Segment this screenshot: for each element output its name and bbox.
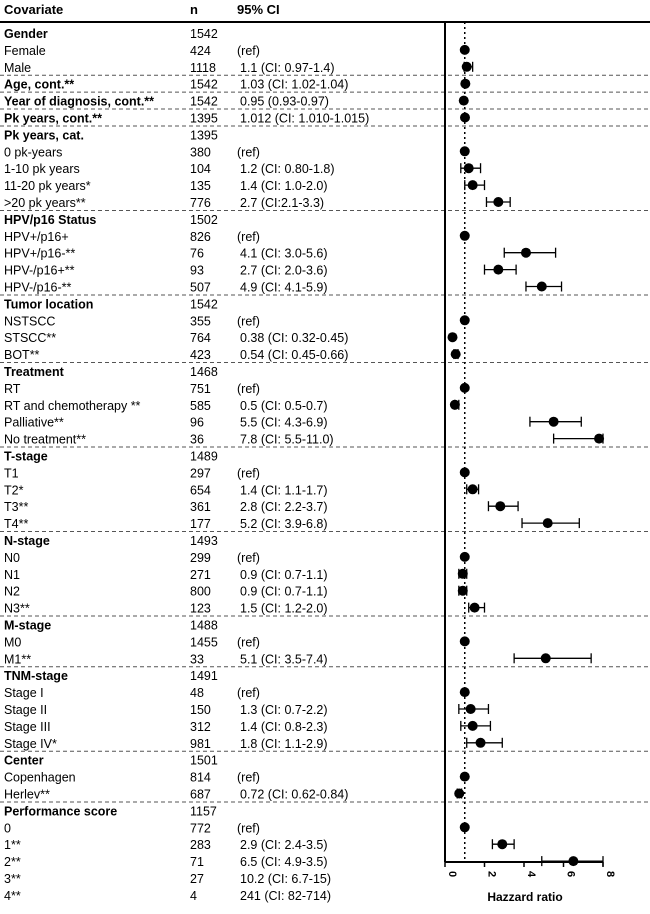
hazard-ratio-point	[462, 62, 472, 72]
group-label: Age, cont.**	[4, 77, 75, 92]
row-label: HPV-/p16-**	[4, 280, 72, 295]
group-n: 1157	[190, 804, 217, 819]
row-ci: (ref)	[237, 635, 260, 650]
hazard-ratio-point	[521, 248, 531, 258]
row-ci: 4.1 (CI: 3.0-5.6)	[240, 246, 328, 261]
row-label: Stage IV*	[4, 736, 57, 751]
row-n: 123	[190, 601, 211, 616]
row-n: 297	[190, 466, 211, 481]
hazard-ratio-point	[495, 501, 505, 511]
row-n: 764	[190, 331, 211, 346]
hazard-ratio-point	[468, 180, 478, 190]
row-ci: 2.7 (CI: 2.0-3.6)	[240, 263, 328, 278]
hazard-ratio-point	[466, 704, 476, 714]
table-body	[0, 27, 650, 903]
row-n: 4	[190, 888, 197, 903]
row-n: 814	[190, 770, 211, 785]
row-ci: 1.4 (CI: 1.1-1.7)	[240, 483, 328, 498]
row-n: 48	[190, 686, 204, 701]
x-axis-title: Hazzard ratio	[487, 890, 563, 904]
group-label: N-stage	[4, 534, 50, 548]
row-ci: 0.9 (CI: 0.7-1.1)	[240, 584, 328, 599]
row-ci: 0.9 (CI: 0.7-1.1)	[240, 567, 328, 582]
row-ci: 1.3 (CI: 0.7-2.2)	[240, 703, 328, 717]
row-label: HPV+/p16-**	[4, 246, 76, 261]
group-label: T-stage	[4, 449, 48, 464]
row-label: M1**	[4, 652, 32, 667]
row-label: 1**	[4, 838, 21, 853]
row-n: 71	[190, 855, 204, 870]
row-n: 1455	[190, 635, 218, 650]
row-ci: 0.72 (CI: 0.62-0.84)	[240, 787, 349, 802]
group-n: 1502	[190, 212, 218, 227]
row-label: HPV+/p16+	[4, 229, 69, 244]
row-n: 654	[190, 483, 211, 498]
row-ci: 1.4 (CI: 1.0-2.0)	[240, 179, 328, 194]
group-label: Pk years, cont.**	[4, 111, 102, 126]
row-n: 424	[190, 43, 211, 58]
row-ci: 2.8 (CI: 2.2-3.7)	[240, 500, 328, 515]
group-n: 1489	[190, 449, 218, 464]
group-ci: 0.95 (0.93-0.97)	[240, 94, 329, 109]
hazard-ratio-point	[543, 518, 553, 528]
row-n: 299	[190, 550, 211, 565]
row-label: 0	[4, 821, 11, 836]
row-label: N2	[4, 584, 20, 599]
group-n: 1491	[190, 669, 218, 684]
group-n: 1468	[190, 365, 218, 379]
row-ci: (ref)	[237, 145, 260, 160]
row-ci: 7.8 (CI: 5.5-11.0)	[240, 432, 334, 447]
row-n: 826	[190, 229, 211, 244]
row-n: 283	[190, 838, 211, 853]
row-label: STSCC**	[4, 331, 57, 346]
row-n: 177	[190, 517, 211, 532]
row-ci: 10.2 (CI: 6.7-15)	[240, 872, 332, 886]
group-label: Tumor location	[4, 297, 94, 312]
hazard-ratio-point	[450, 400, 460, 410]
row-ci: 1.8 (CI: 1.1-2.9)	[240, 736, 328, 751]
row-label: HPV-/p16+**	[4, 263, 75, 278]
row-n: 751	[190, 381, 211, 396]
row-label: >20 pk years**	[4, 196, 86, 210]
row-n: 93	[190, 263, 204, 278]
row-ci: 5.1 (CI: 3.5-7.4)	[240, 652, 328, 667]
hazard-ratio-point	[451, 349, 461, 359]
group-ci: 1.03 (CI: 1.02-1.04)	[240, 77, 349, 92]
row-n: 507	[190, 280, 211, 295]
row-n: 776	[190, 196, 211, 210]
group-label: Treatment	[4, 365, 64, 379]
row-ci: (ref)	[237, 43, 260, 58]
hazard-ratio-point	[594, 434, 604, 444]
row-n: 423	[190, 348, 211, 363]
group-n: 1395	[190, 111, 218, 126]
row-ci: (ref)	[237, 550, 260, 565]
row-label: T2*	[4, 483, 24, 498]
hazard-ratio-point	[476, 738, 486, 748]
group-label: TNM-stage	[4, 669, 68, 684]
row-n: 981	[190, 736, 211, 751]
row-n: 96	[190, 415, 204, 430]
header-n: n	[190, 2, 198, 17]
row-n: 361	[190, 500, 211, 515]
group-label: Gender	[4, 27, 48, 41]
row-ci: 2.7 (CI:2.1-3.3)	[240, 196, 325, 210]
hazard-ratio-point	[468, 721, 478, 731]
row-ci: 241 (CI: 82-714)	[240, 888, 332, 903]
hazard-ratio-point	[541, 653, 551, 663]
row-label: NSTSCC	[4, 314, 56, 329]
group-n: 1542	[190, 77, 218, 92]
row-label: N1	[4, 567, 20, 582]
row-ci: (ref)	[237, 229, 260, 244]
row-label: T3**	[4, 500, 29, 515]
table-header	[4, 2, 280, 17]
row-label: 3**	[4, 872, 21, 886]
row-label: BOT**	[4, 348, 40, 363]
row-n: 800	[190, 584, 211, 599]
row-label: Stage I	[4, 686, 44, 701]
row-n: 355	[190, 314, 211, 329]
hazard-ratio-point	[549, 417, 559, 427]
row-label: 4**	[4, 888, 21, 903]
row-ci: 2.9 (CI: 2.4-3.5)	[240, 838, 328, 853]
row-label: T4**	[4, 517, 29, 532]
row-label: 2**	[4, 855, 21, 870]
hazard-ratio-point	[537, 282, 547, 292]
row-label: N0	[4, 550, 20, 565]
group-label: Year of diagnosis, cont.**	[4, 94, 155, 109]
row-label: 0 pk-years	[4, 145, 63, 160]
x-tick-label: 0	[446, 871, 458, 878]
group-label: HPV/p16 Status	[4, 212, 97, 227]
hazard-ratio-point	[458, 586, 468, 596]
x-axis	[445, 22, 616, 878]
row-n: 135	[190, 179, 211, 194]
row-label: Female	[4, 43, 46, 58]
row-n: 150	[190, 703, 211, 717]
row-label: Stage III	[4, 719, 51, 734]
header-ci: 95% CI	[237, 2, 280, 17]
row-ci: 1.4 (CI: 0.8-2.3)	[240, 719, 328, 734]
row-label: M0	[4, 635, 22, 650]
hazard-ratio-point	[448, 332, 458, 342]
row-label: Copenhagen	[4, 770, 76, 785]
row-ci: 1.1 (CI: 0.97-1.4)	[240, 60, 335, 75]
group-n: 1395	[190, 128, 218, 143]
row-ci: 0.38 (CI: 0.32-0.45)	[240, 331, 349, 346]
row-n: 380	[190, 145, 211, 160]
group-n: 1542	[190, 94, 218, 109]
group-label: M-stage	[4, 618, 52, 633]
row-label: RT and chemotherapy **	[4, 398, 141, 413]
row-ci: (ref)	[237, 466, 260, 481]
row-n: 687	[190, 787, 211, 802]
row-ci: (ref)	[237, 821, 260, 836]
row-ci: 4.9 (CI: 4.1-5.9)	[240, 280, 328, 295]
x-tick-label: 8	[604, 871, 616, 878]
group-label: Performance score	[4, 804, 118, 819]
hazard-ratio-point	[470, 603, 480, 613]
row-ci: 6.5 (CI: 4.9-3.5)	[240, 855, 328, 870]
group-n: 1542	[190, 297, 218, 312]
hazard-ratio-point	[454, 789, 464, 799]
row-ci: (ref)	[237, 381, 260, 396]
row-label: 11-20 pk years*	[4, 179, 91, 194]
row-label: Male	[4, 60, 32, 75]
row-n: 104	[190, 162, 211, 177]
hazard-ratio-point	[468, 484, 478, 494]
row-ci: (ref)	[237, 314, 260, 329]
header-covariate: Covariate	[4, 2, 64, 17]
row-label: No treatment**	[4, 432, 86, 447]
group-ci: 1.012 (CI: 1.010-1.015)	[240, 111, 370, 126]
row-n: 76	[190, 246, 204, 261]
row-n: 312	[190, 719, 211, 734]
row-n: 772	[190, 821, 211, 836]
row-n: 27	[190, 872, 204, 886]
hazard-ratio-point	[497, 839, 507, 849]
row-ci: 1.2 (CI: 0.80-1.8)	[240, 162, 335, 177]
group-n: 1501	[190, 753, 218, 768]
group-label: Center	[4, 753, 44, 768]
row-n: 585	[190, 398, 211, 413]
group-label: Pk years, cat.	[4, 128, 84, 143]
row-label: Palliative**	[4, 415, 64, 430]
hazard-ratio-point	[458, 569, 468, 579]
hazard-ratio-point	[459, 96, 469, 106]
x-tick-label: 6	[564, 871, 577, 878]
row-n: 36	[190, 432, 204, 447]
row-ci: (ref)	[237, 686, 260, 701]
group-n: 1488	[190, 618, 218, 633]
group-n: 1542	[190, 27, 218, 41]
row-ci: 5.2 (CI: 3.9-6.8)	[240, 517, 328, 532]
row-label: RT	[4, 381, 21, 396]
row-n: 1118	[190, 60, 216, 75]
row-label: Stage II	[4, 703, 48, 717]
hazard-ratio-point	[493, 197, 503, 207]
row-ci: 5.5 (CI: 4.3-6.9)	[240, 415, 328, 430]
hazard-ratio-point	[493, 265, 503, 275]
group-n: 1493	[190, 534, 218, 548]
x-tick-label: 2	[485, 871, 498, 878]
forest-marks	[448, 45, 605, 866]
row-label: 1-10 pk years	[4, 162, 80, 177]
row-ci: 1.5 (CI: 1.2-2.0)	[240, 601, 328, 616]
row-ci: 0.5 (CI: 0.5-0.7)	[240, 398, 328, 413]
row-ci: 0.54 (CI: 0.45-0.66)	[240, 348, 349, 363]
row-label: Herlev**	[4, 787, 50, 802]
row-label: N3**	[4, 601, 30, 616]
x-tick-label: 4	[525, 871, 537, 878]
row-n: 271	[190, 567, 211, 582]
row-ci: (ref)	[237, 770, 260, 785]
row-n: 33	[190, 652, 204, 667]
row-label: T1	[4, 466, 19, 481]
